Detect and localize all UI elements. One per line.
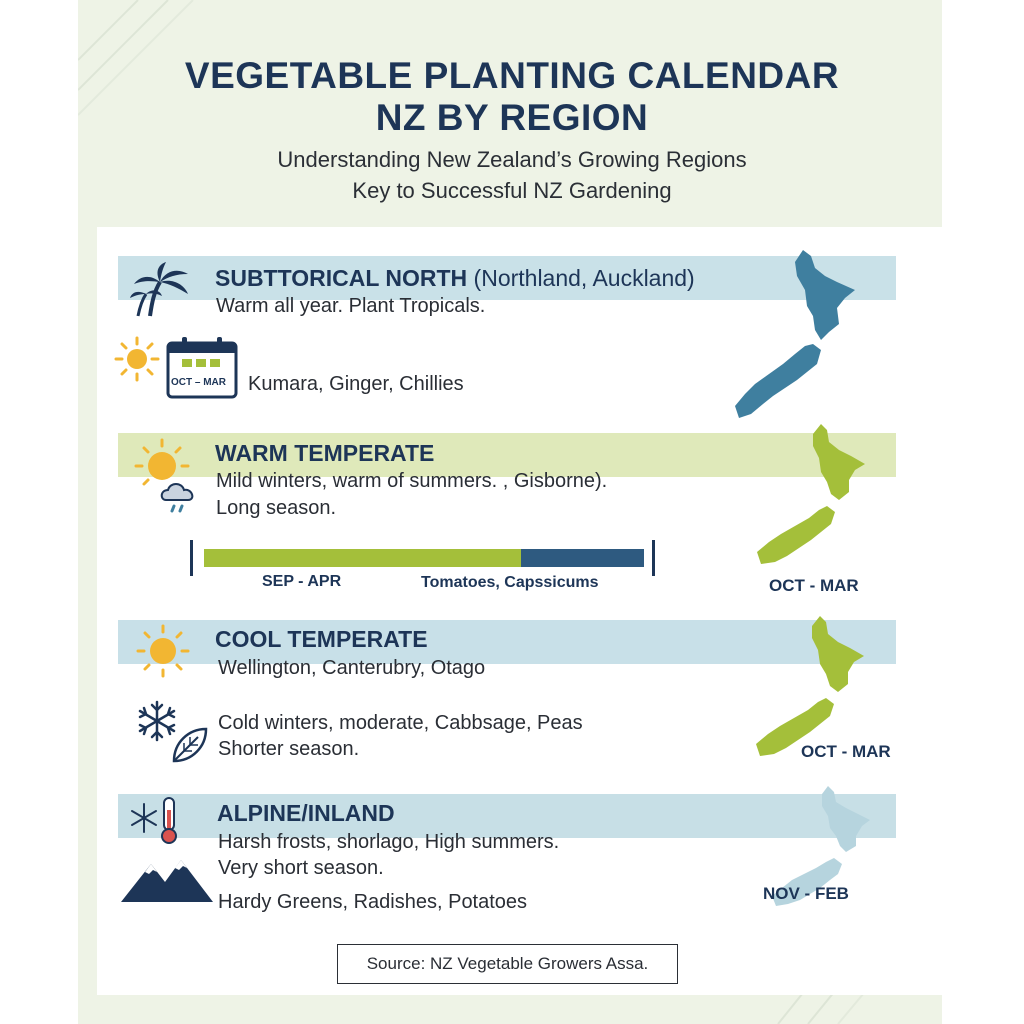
- season-bar-harvest: [521, 549, 644, 567]
- calendar-label: OCT – MAR: [171, 377, 226, 388]
- subtitle-line2: Key to Successful NZ Gardening: [352, 178, 672, 203]
- palm-tree-icon: [130, 262, 192, 318]
- season-bar-cap-left: [190, 540, 193, 576]
- warm-description-line2: Long season.: [216, 497, 337, 519]
- leaf-icon: [170, 725, 210, 765]
- bar-label-left: SEP - APR: [262, 573, 342, 590]
- alpine-description-line1: Harsh frosts, shorlago, High summers.: [218, 831, 560, 853]
- alpine-crops: Hardy Greens, Radishes, Potatoes: [218, 891, 528, 913]
- warm-description-line1: Mild winters, warm of summers. , Gisborne).: [216, 470, 608, 492]
- heading-warm-temperate: WARM TEMPERATE: [215, 440, 435, 466]
- snowflake-thermometer-icon: [130, 796, 190, 844]
- cool-map-months: OCT - MAR: [801, 742, 891, 761]
- sun-icon: [136, 624, 190, 678]
- cool-crops-line1: Cold winters, moderate, Cabbsage, Peas: [218, 712, 583, 734]
- heading-subtropical-title: SUBTTORICAL NORTH: [215, 265, 468, 291]
- heading-subtropical: [215, 265, 695, 292]
- subtropical-crops: Kumara, Ginger, Chillies: [248, 373, 464, 395]
- cool-crops-line2: Shorter season.: [218, 738, 360, 760]
- sun-cloud-icon: [132, 438, 212, 518]
- calendar-icon: [166, 337, 238, 399]
- season-bar-sowing: [204, 549, 521, 567]
- cool-description: Wellington, Canterubry, Otago: [218, 657, 486, 679]
- mountain-icon: [121, 856, 213, 904]
- warm-map-months: OCT - MAR: [769, 576, 859, 595]
- season-bar-cap-right: [652, 540, 655, 576]
- page-title-line1: VEGETABLE PLANTING CALENDAR: [184, 55, 840, 96]
- subtropical-description: Warm all year. Plant Tropicals.: [216, 295, 486, 317]
- page-title-line2: NZ BY REGION: [375, 97, 649, 138]
- source-citation: Source: NZ Vegetable Growers Assa.: [337, 944, 678, 984]
- bar-label-right: Tomatoes, Capssicums: [421, 574, 599, 591]
- sun-icon: [114, 336, 160, 382]
- season-bar: [190, 540, 658, 576]
- alpine-description-line2: Very short season.: [218, 857, 384, 879]
- subtitle-line1: Understanding New Zealand’s Growing Regions: [277, 147, 747, 172]
- nz-map-icon: [753, 422, 873, 572]
- nz-map-icon: [733, 246, 863, 426]
- alpine-map-months: NOV - FEB: [763, 884, 849, 903]
- heading-subtropical-extra: (Northland, Auckland): [473, 265, 695, 291]
- heading-cool-temperate: COOL TEMPERATE: [215, 626, 428, 652]
- heading-alpine: ALPINE/INLAND: [217, 800, 395, 826]
